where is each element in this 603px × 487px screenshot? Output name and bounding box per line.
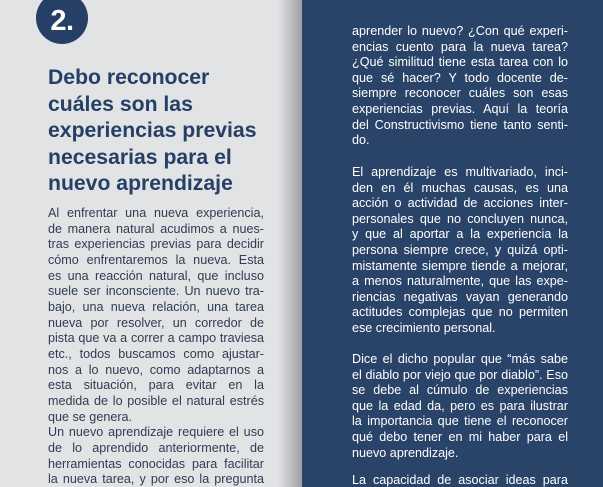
text-line: actitudes complejas que no permiten bbox=[352, 305, 568, 320]
text-line: den en él muchas causas, es una bbox=[352, 180, 568, 195]
right-paragraph-2 bbox=[352, 165, 582, 337]
text-line: El aprendizaje es multivariado, inci- bbox=[352, 165, 568, 179]
text-line: Al enfrentar una nueva experiencia, bbox=[48, 206, 264, 220]
page-spine-shadow bbox=[278, 0, 302, 487]
text-line: es una reacción natural, que incluso bbox=[48, 268, 264, 283]
text-line: se debe al cúmulo de experiencias bbox=[352, 383, 568, 398]
text-line: a menos naturalmente, que las expe- bbox=[352, 274, 568, 289]
text-line: y que al aportar a la experiencia la bbox=[352, 227, 568, 242]
text-line: acción o actividad de acciones inter- bbox=[352, 196, 568, 211]
heading-line: cuáles son las bbox=[48, 92, 193, 116]
right-paragraph-1 bbox=[352, 24, 582, 149]
text-line: tras experiencias previas para decidir bbox=[48, 237, 264, 252]
heading-line: Debo reconocer bbox=[48, 66, 210, 89]
text-line: La capacidad de asociar ideas para bbox=[352, 473, 568, 487]
text-line: riencias negativas vayan generando bbox=[352, 289, 568, 304]
text-line: Un nuevo aprendizaje requiere el uso bbox=[48, 425, 264, 440]
text-line: que la edad da, pero es para ilustrar bbox=[352, 398, 568, 413]
right-page bbox=[306, 0, 603, 487]
text-line: bajo, una nueva relación, una tarea bbox=[48, 299, 264, 314]
text-line: suele ser inconsciente. Un nuevo tra- bbox=[48, 284, 264, 299]
text-line: experiencias previas. Aquí la teoría bbox=[352, 101, 568, 116]
right-paragraph-4 bbox=[352, 473, 582, 487]
text-line: herramientas conocidas para facilitar bbox=[48, 456, 264, 471]
text-line: del Constructivismo tiene tanto senti- bbox=[352, 117, 568, 132]
left-column-text bbox=[48, 206, 264, 487]
text-line: cómo enfrentaremos la nueva. Esta bbox=[48, 252, 264, 267]
text-line: persona siempre crece, y quizá opti- bbox=[352, 242, 568, 257]
section-number-badge: 2. bbox=[36, 0, 88, 44]
text-line: que se genera. bbox=[48, 409, 133, 424]
text-line: aprender lo nuevo? ¿Con qué experi- bbox=[352, 24, 568, 38]
text-line: personales que no concluyen nunca, bbox=[352, 211, 568, 226]
text-line: que sé hacer? Y todo docente de- bbox=[352, 70, 568, 85]
text-line: de lo aprendido anteriormente, de bbox=[48, 440, 264, 455]
section-heading bbox=[48, 65, 288, 198]
text-line: mistamente siempre tiende a mejorar, bbox=[352, 258, 568, 273]
text-line: la importancia que tiene el reconocer bbox=[352, 414, 568, 429]
text-line: qué debo tener en mi haber para el bbox=[352, 429, 568, 444]
text-line: nos a lo nuevo, como adaptarnos a bbox=[48, 362, 264, 377]
text-line: encias cuento para la nueva tarea? bbox=[352, 39, 568, 54]
text-line: el diablo por viejo que por diablo”. Eso bbox=[352, 367, 568, 382]
text-line: etc., todos buscamos como ajustar- bbox=[48, 346, 264, 361]
text-line: do. bbox=[352, 133, 370, 148]
text-line: nuevo aprendizaje. bbox=[352, 445, 459, 460]
right-paragraph-3 bbox=[352, 352, 582, 461]
text-line: siempre reconocer cuáles son esas bbox=[352, 86, 568, 101]
text-line: Dice el dicho popular que “más sabe bbox=[352, 352, 568, 366]
text-line: pista que va a correr a campo traviesa bbox=[48, 331, 264, 346]
heading-line: nuevo aprendizaje bbox=[48, 172, 233, 195]
heading-line: experiencias previas bbox=[48, 119, 257, 142]
text-line: de manera natural acudimos a nues- bbox=[48, 221, 264, 236]
text-line: ese crecimiento personal. bbox=[352, 320, 496, 335]
text-line: nueva por resolver, un corredor de bbox=[48, 315, 264, 330]
text-line: esta situación, para evitar en la bbox=[48, 378, 264, 393]
text-line: la nueva tarea, y por eso la pregunta bbox=[48, 472, 264, 487]
heading-line: necesarias para el bbox=[48, 145, 232, 169]
text-line: ¿Qué similitud tiene esta tarea con lo bbox=[352, 55, 568, 70]
text-line: medida de lo posible el natural estrés bbox=[48, 393, 264, 408]
